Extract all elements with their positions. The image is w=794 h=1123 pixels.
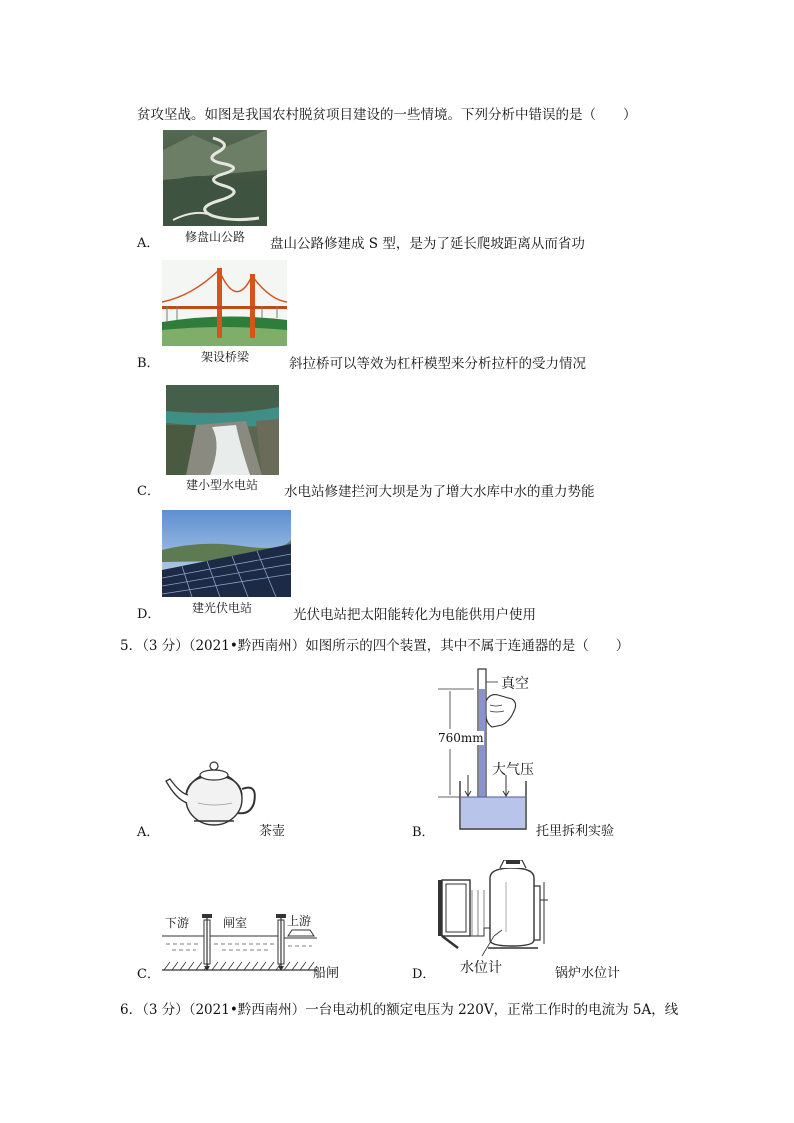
option-c-text: 水电站修建拦河大坝是为了增大水库中水的重力势能 bbox=[284, 484, 595, 500]
boiler-gauge-drawing bbox=[438, 860, 548, 958]
q5-option-a-caption: 茶壶 bbox=[259, 824, 286, 839]
vacuum-label: 真空 bbox=[501, 676, 529, 692]
upstream-label: 上游 bbox=[287, 914, 312, 928]
q5-option-d-letter: D． bbox=[412, 967, 436, 982]
q5-option-d-caption: 锅炉水位计 bbox=[555, 966, 621, 981]
option-a-caption: 修盘山公路 bbox=[185, 230, 246, 244]
height-760mm-label: 760mm bbox=[438, 731, 484, 745]
option-c-caption: 建小型水电站 bbox=[186, 478, 259, 492]
q5-option-b-caption: 托里拆利实验 bbox=[536, 824, 615, 839]
bridge-picture bbox=[162, 260, 287, 346]
option-d-text: 光伏电站把太阳能转化为电能供用户使用 bbox=[293, 607, 536, 623]
option-b-text: 斜拉桥可以等效为杠杆模型来分析拉杆的受力情况 bbox=[289, 356, 586, 372]
option-a-text: 盘山公路修建成 S 型，是为了延长爬坡距离从而省功 bbox=[270, 236, 585, 252]
q5-option-b-letter: B． bbox=[412, 825, 435, 840]
lock-chamber-label: 闸室 bbox=[223, 916, 248, 930]
hydropower-photo bbox=[166, 385, 279, 475]
downstream-label: 下游 bbox=[165, 916, 190, 930]
option-b-caption: 架设桥梁 bbox=[201, 350, 250, 364]
q5-option-c-letter: C． bbox=[137, 967, 160, 982]
q5-stem: 5．（3 分）（2021•黔西南州）如图所示的四个装置，其中不属于连通器的是（ ） bbox=[120, 638, 630, 654]
option-a-letter: A． bbox=[137, 236, 160, 251]
option-c-letter: C． bbox=[137, 484, 160, 499]
q4-stem-tail: 贫攻坚战。如图是我国农村脱贫项目建设的一些情境。下列分析中错误的是（ ） bbox=[137, 107, 637, 123]
q5-option-a-letter: A． bbox=[137, 825, 160, 840]
atmospheric-pressure-label: 大气压 bbox=[492, 762, 534, 778]
water-gauge-label: 水位计 bbox=[460, 960, 502, 976]
q6-stem: 6．（3 分）（2021•黔西南州）一台电动机的额定电压为 220V，正常工作时的电流为 5A，线 bbox=[120, 1002, 679, 1018]
mountain-road-photo bbox=[163, 130, 267, 226]
solar-panel-photo bbox=[162, 510, 291, 597]
option-b-letter: B． bbox=[137, 356, 160, 371]
option-d-caption: 建光伏电站 bbox=[192, 601, 253, 615]
teapot-drawing bbox=[164, 755, 259, 832]
q5-option-c-caption: 船闸 bbox=[313, 966, 340, 981]
option-d-letter: D． bbox=[137, 607, 161, 622]
